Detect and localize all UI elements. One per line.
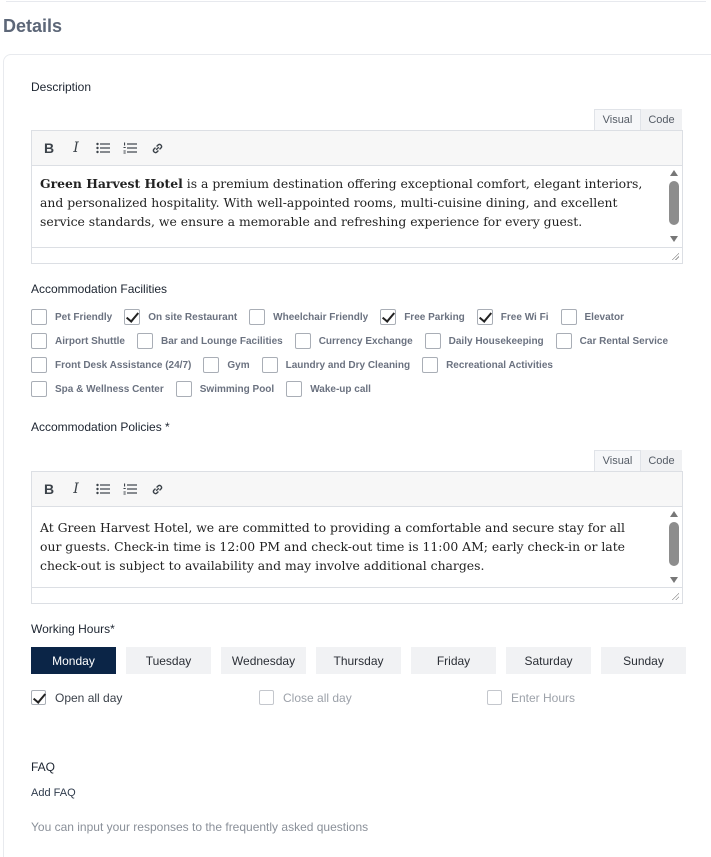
scroll-thumb[interactable] [669, 181, 679, 225]
description-editor[interactable] [31, 130, 683, 264]
checkbox-box[interactable] [286, 381, 302, 397]
checkbox-box[interactable] [487, 690, 502, 705]
checkbox-box[interactable] [561, 309, 577, 325]
checkbox-label: Currency Exchange [318, 335, 413, 347]
tab-monday[interactable]: Monday [31, 647, 116, 674]
bold-button[interactable]: B [43, 481, 55, 497]
checkbox-box[interactable] [425, 333, 441, 349]
editor-status-bar [32, 587, 682, 603]
close-all-day-label: Close all day [283, 690, 352, 705]
tab-code[interactable]: Code [641, 450, 682, 471]
checkbox-label: Free Parking [404, 311, 465, 323]
checkbox-label: Elevator [584, 311, 624, 323]
checkbox-box[interactable] [31, 333, 47, 349]
checkbox-laundry[interactable] [262, 357, 410, 373]
checkbox-label: Airport Shuttle [55, 335, 125, 347]
checkbox-front-desk[interactable] [31, 357, 191, 373]
checkbox-box[interactable] [422, 357, 438, 373]
checkbox-label: Spa & Wellness Center [55, 383, 164, 395]
description-editor-tabs [594, 109, 682, 130]
checkbox-label: Pet Friendly [55, 311, 113, 323]
policies-text-area[interactable] [32, 507, 682, 587]
scroll-down-icon[interactable] [670, 236, 678, 242]
facilities-row [31, 377, 691, 401]
facilities-row [31, 329, 691, 353]
checkbox-box[interactable] [477, 309, 493, 325]
checkbox-free-parking[interactable] [380, 309, 465, 325]
bullet-list-icon[interactable] [95, 481, 111, 497]
description-label: Description [31, 80, 92, 94]
checkbox-box[interactable] [295, 333, 311, 349]
checkbox-box[interactable] [31, 309, 47, 325]
tab-visual[interactable]: Visual [594, 109, 641, 130]
tab-saturday[interactable]: Saturday [506, 647, 591, 674]
facilities-row [31, 353, 691, 377]
tab-wednesday[interactable]: Wednesday [221, 647, 306, 674]
checkbox-label: Swimming Pool [199, 383, 275, 395]
checkbox-airport-shuttle[interactable] [31, 333, 125, 349]
checkbox-box[interactable] [124, 309, 140, 325]
description-text: is a premium destination offering exceptional comfort, elegant interiors, and personalized hospitality. With well-appointed rooms, multi-cuisine dining, and excellent service standards, we ensure a memorable and refreshing experience for every guest. [40, 176, 643, 229]
numbered-list-icon[interactable] [122, 140, 138, 156]
tab-visual[interactable]: Visual [594, 450, 641, 471]
checkbox-label: Wake-up call [310, 383, 371, 395]
tab-tuesday[interactable]: Tuesday [126, 647, 211, 674]
checkbox-gym[interactable] [203, 357, 249, 373]
policies-text: At Green Harvest Hotel, we are committed to providing a comfortable and secure stay for all our guests. Check-in time is 12:00 PM and check-out time is 11:00 AM; early check-in or late check-out is subject to availability and may involve additional charges. [40, 520, 626, 573]
link-icon[interactable] [149, 140, 165, 156]
enter-hours-label: Enter Hours [511, 690, 576, 705]
top-divider [6, 0, 706, 2]
policies-label: Accommodation Policies * [31, 420, 170, 434]
checkbox-label: Gym [227, 359, 250, 371]
policies-editor-tabs [594, 450, 682, 471]
tab-sunday[interactable]: Sunday [601, 647, 686, 674]
link-icon[interactable] [149, 481, 165, 497]
facilities-checkbox-group [31, 305, 691, 401]
tab-code[interactable]: Code [641, 109, 682, 130]
scroll-down-icon[interactable] [670, 577, 678, 583]
checkbox-pet-friendly[interactable] [31, 309, 112, 325]
resize-grip-icon[interactable] [671, 252, 679, 260]
open-all-day-label: Open all day [55, 690, 123, 705]
checkbox-elevator[interactable] [561, 309, 624, 325]
checkbox-box[interactable] [31, 381, 47, 397]
checkbox-label: Recreational Activities [446, 359, 553, 371]
checkbox-spa[interactable] [31, 381, 164, 397]
description-scrollbar[interactable] [669, 170, 679, 244]
checkbox-label: Front Desk Assistance (24/7) [55, 359, 192, 371]
policies-editor[interactable] [31, 471, 683, 604]
scroll-thumb[interactable] [669, 522, 679, 566]
checkbox-on-site-restaurant[interactable] [124, 309, 237, 325]
bullet-list-icon[interactable] [95, 140, 111, 156]
checkbox-label: Laundry and Dry Cleaning [285, 359, 411, 371]
close-all-day-option[interactable] [259, 690, 352, 705]
tab-thursday[interactable]: Thursday [316, 647, 401, 674]
checkbox-box[interactable] [31, 357, 47, 373]
checkbox-box[interactable] [176, 381, 192, 397]
checkbox-label: Daily Housekeeping [448, 335, 544, 347]
editor-toolbar [32, 131, 682, 166]
checkbox-box[interactable] [262, 357, 278, 373]
scroll-up-icon[interactable] [670, 170, 678, 176]
tab-friday[interactable]: Friday [411, 647, 496, 674]
faq-title: FAQ [31, 760, 56, 774]
checkbox-box[interactable] [249, 309, 265, 325]
italic-button[interactable]: I [73, 481, 79, 497]
resize-grip-icon[interactable] [671, 592, 679, 600]
checkbox-box[interactable] [380, 309, 396, 325]
policies-scrollbar[interactable] [669, 511, 679, 585]
checkbox-wake-up-call[interactable] [286, 381, 371, 397]
numbered-list-icon[interactable] [122, 481, 138, 497]
scroll-up-icon[interactable] [670, 511, 678, 517]
checkbox-car-rental[interactable] [556, 333, 668, 349]
enter-hours-option[interactable] [487, 690, 575, 705]
editor-status-bar [32, 247, 682, 263]
add-faq-link[interactable]: Add FAQ [31, 787, 76, 799]
checkbox-currency-exchange[interactable] [295, 333, 413, 349]
checkbox-swimming-pool[interactable] [176, 381, 274, 397]
italic-button[interactable]: I [73, 140, 79, 156]
facilities-label: Accommodation Facilities [31, 282, 168, 296]
page-title: Details [3, 16, 63, 36]
checkbox-box[interactable] [31, 690, 46, 705]
checkbox-box[interactable] [203, 357, 219, 373]
editor-toolbar [32, 472, 682, 507]
checkbox-label: On site Restaurant [148, 311, 238, 323]
description-text-area[interactable] [32, 166, 682, 248]
checkbox-box[interactable] [259, 690, 274, 705]
description-hotel-name: Green Harvest Hotel [40, 176, 183, 191]
open-all-day-option[interactable] [31, 690, 122, 705]
faq-hint: You can input your responses to the frequently asked questions [31, 820, 369, 834]
checkbox-label: Car Rental Service [579, 335, 669, 347]
checkbox-daily-housekeeping[interactable] [425, 333, 544, 349]
checkbox-label: Bar and Lounge Facilities [161, 335, 283, 347]
checkbox-label: Wheelchair Friendly [273, 311, 369, 323]
bold-button[interactable]: B [43, 140, 55, 156]
day-tabs [31, 647, 686, 674]
checkbox-box[interactable] [556, 333, 572, 349]
checkbox-bar-lounge[interactable] [137, 333, 283, 349]
checkbox-label: Free Wi Fi [500, 311, 549, 323]
checkbox-wheelchair-friendly[interactable] [249, 309, 368, 325]
checkbox-free-wifi[interactable] [477, 309, 549, 325]
checkbox-box[interactable] [137, 333, 153, 349]
working-hours-label: Working Hours* [31, 622, 115, 636]
facilities-row [31, 305, 691, 329]
checkbox-recreational[interactable] [422, 357, 553, 373]
